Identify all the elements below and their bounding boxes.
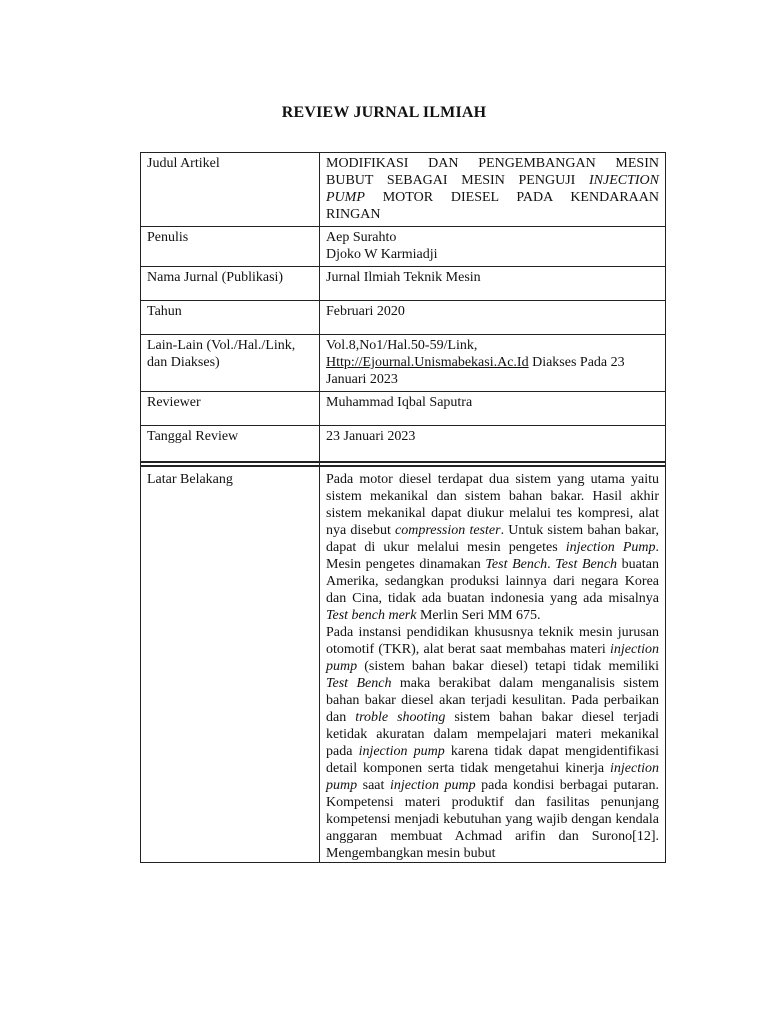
review-table (140, 152, 666, 863)
access-info: Diakses Pada 23 Januari 2023 (326, 355, 625, 387)
volume-info: Vol.8,No1/Hal.50-59/Link, (326, 338, 478, 353)
table-row (141, 426, 666, 462)
value-lain-lain (320, 335, 666, 392)
table-row (141, 466, 666, 863)
journal-link[interactable]: Http://Ejournal.Unismabekasi.Ac.Id (326, 355, 529, 370)
table-row (141, 301, 666, 335)
value-reviewer: Muhammad Iqbal Saputra (320, 392, 666, 426)
author-1: Aep Surahto (326, 230, 397, 245)
judul-text-end: MOTOR DIESEL PADA KENDARAAN RINGAN (326, 190, 659, 222)
value-tahun: Februari 2020 (320, 301, 666, 335)
label-tanggal-review: Tanggal Review (141, 426, 320, 462)
table-row (141, 267, 666, 301)
page-title: REVIEW JURNAL ILMIAH (281, 104, 487, 121)
label-reviewer: Reviewer (141, 392, 320, 426)
label-lain-lain: Lain-Lain (Vol./Hal./Link, dan Diakses) (141, 335, 320, 392)
label-judul-artikel: Judul Artikel (141, 153, 320, 227)
table-row (141, 227, 666, 267)
table-row (141, 392, 666, 426)
judul-text: MODIFIKASI DAN PENGEMBANGAN MESIN BUBUT SEBAGAI MESIN PENGUJI (326, 156, 659, 188)
value-tanggal-review: 23 Januari 2023 (320, 426, 666, 462)
paragraph-1: Pada motor diesel terdapat dua sistem yang utama yaitu sistem mekanikal dan sistem bahan bakar. Hasil akhir sistem mekanikal dapat diukur melalui tes kompresi, alat nya disebut compression tester. Untuk sistem bahan bakar, dapat di ukur melalui mesin pengetes injection Pump. Mesin pengetes dinamakan Test Bench. Test Bench buatan Amerika, sedangkan produksi lainnya dari negara Korea dan Cina, tidak ada buatan indonesia yang ada misalnya Test bench merk Merlin Seri MM 675. (326, 471, 660, 623)
value-nama-jurnal: Jurnal Ilmiah Teknik Mesin (320, 267, 666, 301)
label-tahun: Tahun (141, 301, 320, 335)
value-penulis (320, 227, 666, 267)
author-2: Djoko W Karmiadji (326, 247, 438, 262)
value-latar-belakang (320, 466, 666, 863)
paragraph-2: Pada instansi pendidikan khususnya teknik mesin jurusan otomotif (TKR), alat berat saat membahas materi injection pump (sistem bahan bakar diesel) tetapi tidak memiliki Test Bench maka berakibat dalam menganalisis sistem bahan bakar diesel akan terjadi kesulitan. Pada perbaikan dan troble shooting sistem bahan bakar diesel terjadi ketidak akuratan dalam mempelajari materi mekanikal pada injection pump karena tidak dapat mengidentifikasi detail komponen serta tidak mengetahui kinerja injection pump saat injection pump pada kondisi berbagai putaran. Kompetensi materi produktif dan fasilitas penunjang kompetensi menjadi kebutuhan yang wajib dengan kendala anggaran membuat Achmad arifin dan Surono[12]. Mengembangkan mesin bubut (326, 624, 660, 861)
label-latar-belakang: Latar Belakang (141, 466, 320, 863)
label-penulis: Penulis (141, 227, 320, 267)
judul-italic: INJECTION PUMP (326, 173, 659, 205)
table-row (141, 153, 666, 227)
value-judul-artikel (320, 153, 666, 227)
label-nama-jurnal: Nama Jurnal (Publikasi) (141, 267, 320, 301)
table-row (141, 335, 666, 392)
